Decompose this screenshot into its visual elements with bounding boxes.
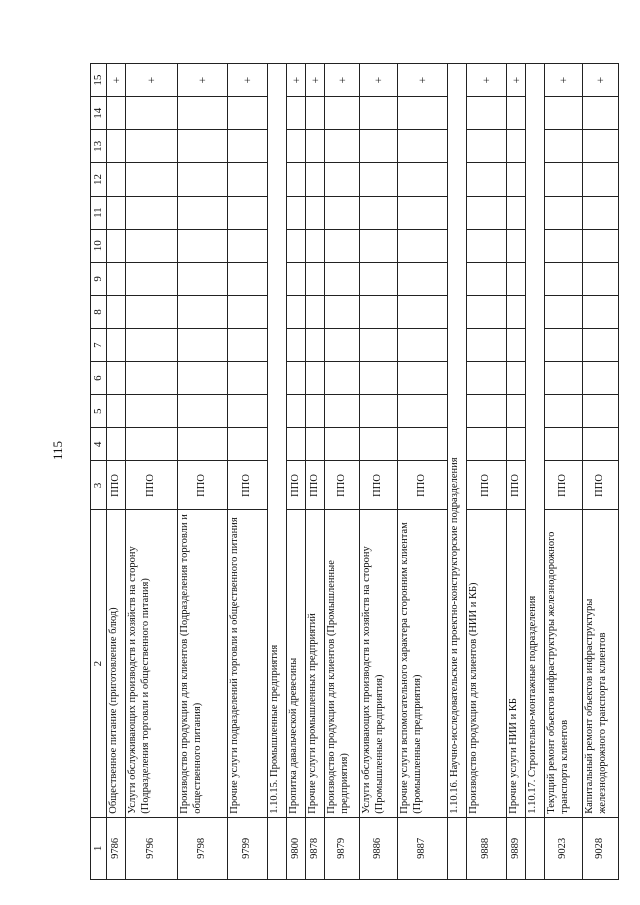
column-number-6: 6 bbox=[91, 362, 107, 395]
empty-cell-col-4 bbox=[287, 428, 306, 461]
column-number-4: 4 bbox=[91, 428, 107, 461]
table-row bbox=[583, 64, 619, 880]
table-row bbox=[360, 64, 398, 880]
column-number-15: 15 bbox=[91, 64, 107, 97]
code-cell: 9888 bbox=[467, 817, 507, 879]
unit-cell: ППО bbox=[228, 461, 268, 510]
empty-cell-col-6 bbox=[287, 362, 306, 395]
empty-cell-col-9 bbox=[287, 262, 306, 295]
empty-cell-col-12 bbox=[360, 163, 398, 196]
empty-cell-col-11 bbox=[126, 196, 178, 229]
unit-cell: ППО bbox=[325, 461, 360, 510]
empty-cell-col-7 bbox=[360, 329, 398, 362]
empty-cell-col-10 bbox=[107, 229, 126, 262]
empty-cell-col-9 bbox=[126, 262, 178, 295]
empty-cell-col-14 bbox=[178, 97, 228, 130]
empty-cell-col-14 bbox=[583, 97, 619, 130]
empty-cell-col-12 bbox=[306, 163, 325, 196]
mark-cell: + bbox=[178, 64, 228, 97]
empty-cell-col-14 bbox=[467, 97, 507, 130]
unit-cell: ППО bbox=[107, 461, 126, 510]
empty-cell-col-10 bbox=[287, 229, 306, 262]
empty-cell-col-12 bbox=[287, 163, 306, 196]
empty-cell-col-6 bbox=[398, 362, 448, 395]
code-cell: 9796 bbox=[126, 817, 178, 879]
empty-cell-col-4 bbox=[360, 428, 398, 461]
empty-cell-col-9 bbox=[178, 262, 228, 295]
name-cell: Услуги обслуживающих производств и хозяйств на сторону (Подразделения торговли и общественного питания) bbox=[126, 510, 178, 817]
column-number-14: 14 bbox=[91, 97, 107, 130]
empty-cell-col-13 bbox=[398, 130, 448, 163]
empty-cell-col-14 bbox=[507, 97, 526, 130]
empty-cell-col-6 bbox=[228, 362, 268, 395]
empty-cell-col-11 bbox=[467, 196, 507, 229]
empty-cell-col-11 bbox=[507, 196, 526, 229]
empty-cell-col-4 bbox=[583, 428, 619, 461]
unit-cell: ППО bbox=[178, 461, 228, 510]
unit-cell: ППО bbox=[126, 461, 178, 510]
empty-cell-col-5 bbox=[228, 395, 268, 428]
table-row bbox=[107, 64, 126, 880]
column-number-7: 7 bbox=[91, 329, 107, 362]
empty-cell-col-13 bbox=[228, 130, 268, 163]
empty-cell-col-8 bbox=[360, 295, 398, 328]
table-row bbox=[545, 64, 583, 880]
empty-cell-col-4 bbox=[126, 428, 178, 461]
empty-cell-col-8 bbox=[107, 295, 126, 328]
empty-cell-col-11 bbox=[178, 196, 228, 229]
empty-cell-col-10 bbox=[583, 229, 619, 262]
empty-cell-col-9 bbox=[325, 262, 360, 295]
name-cell: Общественное питание (приготовление блюд) bbox=[107, 510, 126, 817]
mark-cell: + bbox=[306, 64, 325, 97]
empty-cell-col-7 bbox=[545, 329, 583, 362]
column-number-5: 5 bbox=[91, 395, 107, 428]
empty-cell-col-6 bbox=[583, 362, 619, 395]
empty-cell-col-4 bbox=[325, 428, 360, 461]
empty-cell-col-10 bbox=[178, 229, 228, 262]
empty-cell-col-8 bbox=[287, 295, 306, 328]
empty-cell-col-8 bbox=[306, 295, 325, 328]
mark-cell: + bbox=[107, 64, 126, 97]
table-row bbox=[228, 64, 268, 880]
rotated-table-container bbox=[90, 63, 612, 880]
unit-cell: ППО bbox=[467, 461, 507, 510]
empty-cell-col-13 bbox=[325, 130, 360, 163]
empty-cell-col-9 bbox=[507, 262, 526, 295]
section-code-cell bbox=[526, 817, 545, 879]
empty-cell-col-6 bbox=[545, 362, 583, 395]
code-cell: 9886 bbox=[360, 817, 398, 879]
column-number-2: 2 bbox=[91, 510, 107, 817]
empty-cell-col-10 bbox=[467, 229, 507, 262]
unit-cell: ППО bbox=[398, 461, 448, 510]
empty-cell-col-14 bbox=[107, 97, 126, 130]
empty-cell-col-7 bbox=[398, 329, 448, 362]
empty-cell-col-13 bbox=[107, 130, 126, 163]
empty-cell-col-10 bbox=[228, 229, 268, 262]
mark-cell: + bbox=[228, 64, 268, 97]
empty-cell-col-5 bbox=[545, 395, 583, 428]
empty-cell-col-13 bbox=[126, 130, 178, 163]
name-cell: Производство продукции для клиентов (НИИ и КБ) bbox=[467, 510, 507, 817]
empty-cell-col-7 bbox=[287, 329, 306, 362]
unit-cell: ППО bbox=[287, 461, 306, 510]
table-row bbox=[325, 64, 360, 880]
table-row bbox=[178, 64, 228, 880]
code-cell: 9028 bbox=[583, 817, 619, 879]
empty-cell-col-10 bbox=[398, 229, 448, 262]
empty-cell-col-4 bbox=[306, 428, 325, 461]
table-body bbox=[107, 64, 619, 880]
empty-cell-col-10 bbox=[126, 229, 178, 262]
mark-cell: + bbox=[287, 64, 306, 97]
code-cell: 9889 bbox=[507, 817, 526, 879]
empty-cell-col-5 bbox=[126, 395, 178, 428]
empty-cell-col-14 bbox=[287, 97, 306, 130]
empty-cell-col-11 bbox=[228, 196, 268, 229]
empty-cell-col-7 bbox=[325, 329, 360, 362]
empty-cell-col-12 bbox=[325, 163, 360, 196]
code-cell: 9798 bbox=[178, 817, 228, 879]
empty-cell-col-5 bbox=[107, 395, 126, 428]
empty-cell-col-11 bbox=[325, 196, 360, 229]
name-cell: Услуги обслуживающих производств и хозяйств на сторону (Промышленные предприятия) bbox=[360, 510, 398, 817]
empty-cell-col-7 bbox=[583, 329, 619, 362]
unit-cell: ППО bbox=[583, 461, 619, 510]
empty-cell-col-7 bbox=[178, 329, 228, 362]
empty-cell-col-7 bbox=[467, 329, 507, 362]
empty-cell-col-13 bbox=[507, 130, 526, 163]
empty-cell-col-5 bbox=[325, 395, 360, 428]
empty-cell-col-12 bbox=[178, 163, 228, 196]
empty-cell-col-6 bbox=[107, 362, 126, 395]
empty-cell-col-8 bbox=[398, 295, 448, 328]
section-label: 1.10.17. Строительно-монтажные подразделения bbox=[526, 64, 545, 818]
mark-cell: + bbox=[545, 64, 583, 97]
name-cell: Прочие услуги НИИ и КБ bbox=[507, 510, 526, 817]
empty-cell-col-6 bbox=[126, 362, 178, 395]
name-cell: Пропитка давальческой древесины bbox=[287, 510, 306, 817]
name-cell: Производство продукции для клиентов (Подразделения торговли и общественного питания) bbox=[178, 510, 228, 817]
code-cell: 9786 bbox=[107, 817, 126, 879]
empty-cell-col-14 bbox=[325, 97, 360, 130]
section-label: 1.10.15. Промышленные предприятия bbox=[268, 64, 287, 818]
empty-cell-col-4 bbox=[107, 428, 126, 461]
empty-cell-col-13 bbox=[360, 130, 398, 163]
unit-cell: ППО bbox=[360, 461, 398, 510]
name-cell: Прочие услуги промышленных предприятий bbox=[306, 510, 325, 817]
empty-cell-col-12 bbox=[107, 163, 126, 196]
empty-cell-col-7 bbox=[107, 329, 126, 362]
empty-cell-col-7 bbox=[507, 329, 526, 362]
column-number-11: 11 bbox=[91, 196, 107, 229]
section-row bbox=[448, 64, 467, 880]
mark-cell: + bbox=[126, 64, 178, 97]
empty-cell-col-6 bbox=[360, 362, 398, 395]
unit-cell: ППО bbox=[507, 461, 526, 510]
section-row bbox=[526, 64, 545, 880]
empty-cell-col-5 bbox=[507, 395, 526, 428]
unit-cell: ППО bbox=[306, 461, 325, 510]
empty-cell-col-12 bbox=[583, 163, 619, 196]
unit-cell: ППО bbox=[545, 461, 583, 510]
empty-cell-col-11 bbox=[398, 196, 448, 229]
empty-cell-col-13 bbox=[545, 130, 583, 163]
empty-cell-col-14 bbox=[360, 97, 398, 130]
name-cell: Капитальный ремонт объектов инфраструктуры железнодорожного транспорта клиентов bbox=[583, 510, 619, 817]
column-number-3: 3 bbox=[91, 461, 107, 510]
empty-cell-col-13 bbox=[287, 130, 306, 163]
column-number-12: 12 bbox=[91, 163, 107, 196]
empty-cell-col-4 bbox=[178, 428, 228, 461]
table-row bbox=[126, 64, 178, 880]
services-table bbox=[90, 63, 619, 880]
empty-cell-col-9 bbox=[583, 262, 619, 295]
empty-cell-col-12 bbox=[126, 163, 178, 196]
code-cell: 9799 bbox=[228, 817, 268, 879]
empty-cell-col-10 bbox=[545, 229, 583, 262]
section-row bbox=[268, 64, 287, 880]
empty-cell-col-10 bbox=[507, 229, 526, 262]
empty-cell-col-5 bbox=[398, 395, 448, 428]
empty-cell-col-9 bbox=[306, 262, 325, 295]
empty-cell-col-5 bbox=[360, 395, 398, 428]
empty-cell-col-6 bbox=[325, 362, 360, 395]
column-number-1: 1 bbox=[91, 817, 107, 879]
empty-cell-col-13 bbox=[467, 130, 507, 163]
page-number: 115 bbox=[50, 440, 65, 460]
empty-cell-col-8 bbox=[507, 295, 526, 328]
table-row bbox=[306, 64, 325, 880]
empty-cell-col-6 bbox=[178, 362, 228, 395]
empty-cell-col-11 bbox=[545, 196, 583, 229]
empty-cell-col-6 bbox=[306, 362, 325, 395]
empty-cell-col-6 bbox=[507, 362, 526, 395]
table-row bbox=[507, 64, 526, 880]
empty-cell-col-8 bbox=[228, 295, 268, 328]
empty-cell-col-12 bbox=[398, 163, 448, 196]
mark-cell: + bbox=[360, 64, 398, 97]
empty-cell-col-9 bbox=[545, 262, 583, 295]
empty-cell-col-8 bbox=[545, 295, 583, 328]
empty-cell-col-5 bbox=[287, 395, 306, 428]
empty-cell-col-5 bbox=[467, 395, 507, 428]
column-number-8: 8 bbox=[91, 295, 107, 328]
mark-cell: + bbox=[398, 64, 448, 97]
empty-cell-col-4 bbox=[398, 428, 448, 461]
mark-cell: + bbox=[507, 64, 526, 97]
empty-cell-col-11 bbox=[287, 196, 306, 229]
empty-cell-col-4 bbox=[507, 428, 526, 461]
empty-cell-col-10 bbox=[306, 229, 325, 262]
empty-cell-col-12 bbox=[507, 163, 526, 196]
empty-cell-col-11 bbox=[107, 196, 126, 229]
empty-cell-col-7 bbox=[126, 329, 178, 362]
empty-cell-col-12 bbox=[467, 163, 507, 196]
empty-cell-col-14 bbox=[306, 97, 325, 130]
empty-cell-col-12 bbox=[545, 163, 583, 196]
empty-cell-col-10 bbox=[360, 229, 398, 262]
name-cell: Прочие услуги вспомогательного характера сторонним клиентам (Промышленные предприятия) bbox=[398, 510, 448, 817]
column-number-13: 13 bbox=[91, 130, 107, 163]
empty-cell-col-13 bbox=[583, 130, 619, 163]
empty-cell-col-8 bbox=[126, 295, 178, 328]
table-row bbox=[287, 64, 306, 880]
empty-cell-col-14 bbox=[126, 97, 178, 130]
empty-cell-col-13 bbox=[306, 130, 325, 163]
code-cell: 9878 bbox=[306, 817, 325, 879]
name-cell: Текущий ремонт объектов инфраструктуры железнодорожного транспорта клиентов bbox=[545, 510, 583, 817]
empty-cell-col-9 bbox=[107, 262, 126, 295]
empty-cell-col-8 bbox=[467, 295, 507, 328]
mark-cell: + bbox=[583, 64, 619, 97]
empty-cell-col-7 bbox=[306, 329, 325, 362]
empty-cell-col-11 bbox=[360, 196, 398, 229]
empty-cell-col-14 bbox=[545, 97, 583, 130]
empty-cell-col-8 bbox=[325, 295, 360, 328]
empty-cell-col-11 bbox=[306, 196, 325, 229]
empty-cell-col-8 bbox=[178, 295, 228, 328]
column-number-row bbox=[91, 64, 107, 880]
code-cell: 9023 bbox=[545, 817, 583, 879]
empty-cell-col-14 bbox=[228, 97, 268, 130]
section-label: 1.10.16. Научно-исследовательские и проектно-конструкторские подразделения bbox=[448, 64, 467, 818]
empty-cell-col-9 bbox=[360, 262, 398, 295]
empty-cell-col-6 bbox=[467, 362, 507, 395]
empty-cell-col-9 bbox=[398, 262, 448, 295]
empty-cell-col-5 bbox=[306, 395, 325, 428]
empty-cell-col-13 bbox=[178, 130, 228, 163]
table-row bbox=[398, 64, 448, 880]
mark-cell: + bbox=[325, 64, 360, 97]
empty-cell-col-11 bbox=[583, 196, 619, 229]
name-cell: Производство продукции для клиентов (Промышленные предприятия) bbox=[325, 510, 360, 817]
code-cell: 9879 bbox=[325, 817, 360, 879]
empty-cell-col-9 bbox=[467, 262, 507, 295]
column-number-10: 10 bbox=[91, 229, 107, 262]
section-code-cell bbox=[268, 817, 287, 879]
column-number-9: 9 bbox=[91, 262, 107, 295]
empty-cell-col-5 bbox=[583, 395, 619, 428]
name-cell: Прочие услуги подразделений торговли и общественного питания bbox=[228, 510, 268, 817]
empty-cell-col-9 bbox=[228, 262, 268, 295]
empty-cell-col-7 bbox=[228, 329, 268, 362]
mark-cell: + bbox=[467, 64, 507, 97]
empty-cell-col-4 bbox=[545, 428, 583, 461]
empty-cell-col-12 bbox=[228, 163, 268, 196]
section-code-cell bbox=[448, 817, 467, 879]
empty-cell-col-10 bbox=[325, 229, 360, 262]
table-row bbox=[467, 64, 507, 880]
empty-cell-col-5 bbox=[178, 395, 228, 428]
empty-cell-col-4 bbox=[467, 428, 507, 461]
empty-cell-col-4 bbox=[228, 428, 268, 461]
code-cell: 9887 bbox=[398, 817, 448, 879]
empty-cell-col-8 bbox=[583, 295, 619, 328]
code-cell: 9800 bbox=[287, 817, 306, 879]
empty-cell-col-14 bbox=[398, 97, 448, 130]
